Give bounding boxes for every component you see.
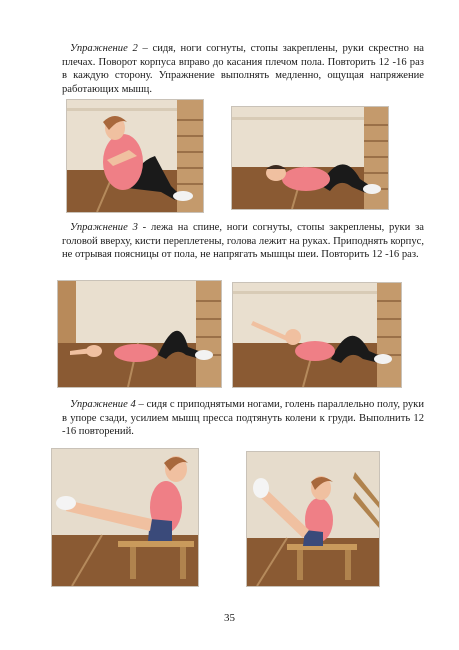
exercise-3-text: лежа на спине, ноги согнуты, стопы закреплены, руки за головой вверху, кисти переплетены, голова лежит на руках. Приподнять корпус, не отрывая поясницы от пола, не напрягать мышцы шеи. Повторить 12 -16 раз. <box>62 222 424 261</box>
exercise-3-title: Упражнение 3 <box>70 222 138 233</box>
exercise-4-paragraph <box>62 398 424 439</box>
exercise-3-photo-lying <box>57 280 222 388</box>
exercise-2-photo-twist <box>231 106 389 210</box>
exercise-3-separator: - <box>137 222 151 233</box>
exercise-2-title: Упражнение 2 <box>70 43 138 54</box>
exercise-4-photo-bench-1 <box>51 448 199 587</box>
exercise-2-photo-sitting <box>66 99 204 213</box>
exercise-4-title: Упражнение 4 <box>70 399 136 410</box>
exercise-2-separator: – <box>137 43 153 54</box>
page-number: 35 <box>224 612 235 624</box>
exercise-2-paragraph <box>62 42 424 96</box>
exercise-4-separator: – <box>135 399 147 410</box>
exercise-4-text: сидя с приподнятыми ногами, голень параллельно полу, руки в упоре сзади, усилием мышц пресса подтянуть колени к груди. Выполнить 12 -16 повторений. <box>62 399 424 438</box>
exercise-2-text: сидя, ноги согнуты, стопы закреплены, руки скрестно на плечах. Поворот корпуса вправо до касания плечом пола. Повторить 12 -16 раз в каждую сторону. Упражнение выполнять медленно, ощущая напряжение работающих мышц. <box>62 43 424 95</box>
exercise-3-paragraph <box>62 221 424 262</box>
exercise-3-photo-crunch <box>232 282 402 388</box>
exercise-4-photo-bench-2 <box>246 451 380 587</box>
